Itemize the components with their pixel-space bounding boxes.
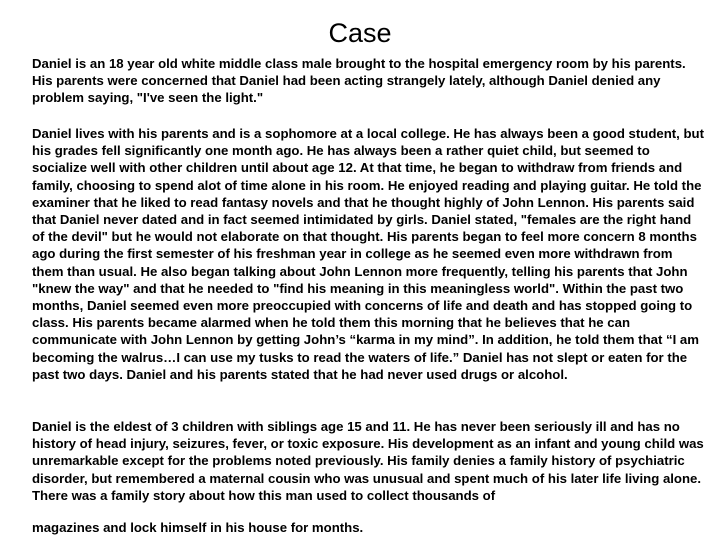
case-paragraph-history: Daniel lives with his parents and is a sophomore at a local college. He has always been a good student, but his grades fell significantly one month ago. He has always been a rather quiet child, but seemed to socialize well with other children until about age 12. At that time, he began to withdraw from friends and family, choosing to spend alot of time alone in his room. He enjoyed reading and playing guitar. He told the examiner that he liked to read fantasy novels and that he thought highly of John Lennon. His parents said that Daniel never dated and in fact seemed intimidated by girls. Daniel stated, "females are the right hand of the devil" but he would not elaborate on that thought. His parents began to feel more concern 8 months ago during the first semester of his freshman year in college as he seemed even more withdrawn from them than usual. He also began talking about John Lennon more frequently, telling his parents that John "knew the way" and that he needed to "find his meaning in this meaningless world". Within the past two months, Daniel seemed even more preoccupied with concerns of life and death and has stopped going to class. His parents became alarmed when he told them this morning that he believes that he can communicate with John Lennon by getting John’s “karma in my mind”. In addition, he told them that “I am becoming the walrus…I can use my tusks to read the waters of life.” Daniel has not slept or eaten for the past two days. Daniel and his parents stated that he had never used drugs or alcohol. [32,126,705,382]
slide-title: Case [328,18,392,48]
case-paragraph-background: Daniel is the eldest of 3 children with siblings age 15 and 11. He has never been seriously ill and has no history of head injury, seizures, fever, or toxic exposure. His development as an infant and young child was unremarkable except for the problems noted previously. His family denies a family history of psychiatric disorder, but remembered a maternal cousin who was unusual and spent much of his later life living alone. There was a family story about how this man used to collect thousands of [32,419,704,503]
case-paragraph-presentation: Daniel is an 18 year old white middle class male brought to the hospital emergency room by his parents. His parents were concerned that Daniel had been acting strangely lately, although Daniel denied any problem saying, "I've seen the light." [32,56,686,106]
case-paragraph-continuation: magazines and lock himself in his house for months. [32,520,364,535]
